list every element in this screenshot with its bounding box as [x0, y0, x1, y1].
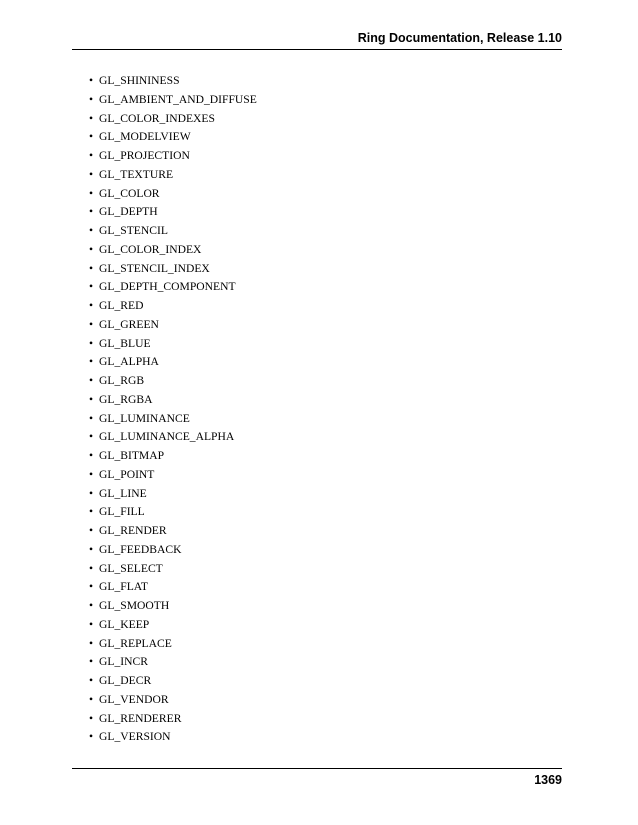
constant-name: GL_INCR	[99, 655, 148, 669]
constant-name: GL_DECR	[99, 674, 152, 687]
bullet-icon: •	[89, 92, 94, 106]
constant-name: GL_VERSION	[99, 730, 171, 744]
constant-name: GL_LUMINANCE	[99, 411, 190, 425]
constant-name: GL_PROJECTION	[99, 149, 190, 162]
bullet-icon: •	[89, 355, 94, 369]
bullet-icon: •	[89, 130, 94, 144]
bullet-icon: •	[89, 392, 94, 406]
bullet-icon: •	[89, 692, 94, 706]
bullet-icon: •	[89, 524, 94, 537]
list-item	[89, 72, 559, 91]
bullet-icon: •	[89, 561, 94, 575]
constant-name: GL_POINT	[99, 467, 155, 481]
constant-name: GL_REPLACE	[99, 636, 172, 650]
bullet-icon: •	[89, 261, 94, 275]
list-item	[89, 185, 559, 204]
bullet-icon: •	[89, 74, 94, 87]
bullet-icon: •	[89, 317, 94, 331]
constant-name: GL_RENDERER	[99, 711, 182, 725]
list-item	[89, 728, 559, 747]
list-item	[89, 447, 559, 466]
constant-name: GL_FLAT	[99, 580, 148, 594]
bullet-icon: •	[89, 617, 94, 631]
list-item	[89, 166, 559, 185]
list-item	[89, 635, 559, 654]
list-item	[89, 91, 559, 110]
list-item	[89, 278, 559, 297]
bullet-icon: •	[89, 655, 94, 669]
bullet-icon: •	[89, 336, 94, 350]
list-item	[89, 128, 559, 147]
constant-name: GL_DEPTH_COMPONENT	[99, 280, 236, 294]
bullet-icon: •	[89, 280, 94, 294]
bullet-icon: •	[89, 674, 94, 687]
constant-name: GL_RGBA	[99, 392, 153, 406]
constant-name: GL_ALPHA	[99, 355, 159, 369]
bullet-icon: •	[89, 167, 94, 181]
list-item	[89, 466, 559, 485]
bullet-icon: •	[89, 542, 94, 556]
list-item	[89, 203, 559, 222]
bullet-icon: •	[89, 711, 94, 725]
list-item	[89, 147, 559, 166]
constant-name: GL_DEPTH	[99, 205, 158, 219]
list-item	[89, 672, 559, 691]
bullet-icon: •	[89, 299, 94, 312]
constant-list	[89, 72, 559, 747]
list-item	[89, 597, 559, 616]
constant-name: GL_RENDER	[99, 524, 167, 537]
constant-name: GL_COLOR_INDEXES	[99, 111, 215, 125]
constant-name: GL_COLOR	[99, 186, 160, 200]
page-number: 1369	[534, 773, 562, 787]
list-item	[89, 691, 559, 710]
bullet-icon: •	[89, 242, 94, 256]
constant-name: GL_RED	[99, 299, 144, 312]
list-item	[89, 578, 559, 597]
constant-name: GL_GREEN	[99, 317, 159, 331]
constant-name: GL_FEEDBACK	[99, 542, 182, 556]
constant-name: GL_LINE	[99, 486, 147, 500]
bullet-icon: •	[89, 467, 94, 481]
constant-name: GL_SMOOTH	[99, 599, 170, 612]
document-title: Ring Documentation, Release 1.10	[357, 31, 562, 45]
constant-name: GL_FILL	[99, 505, 145, 519]
list-item	[89, 335, 559, 354]
bullet-icon: •	[89, 205, 94, 219]
constant-name: GL_VENDOR	[99, 692, 169, 706]
constant-name: GL_BLUE	[99, 336, 151, 350]
list-item	[89, 316, 559, 335]
constant-name: GL_AMBIENT_AND_DIFFUSE	[99, 92, 257, 106]
list-item	[89, 541, 559, 560]
bullet-icon: •	[89, 411, 94, 425]
constant-name: GL_LUMINANCE_ALPHA	[99, 430, 235, 444]
list-item	[89, 485, 559, 504]
list-item	[89, 391, 559, 410]
constant-name: GL_SHININESS	[99, 74, 180, 87]
list-item	[89, 260, 559, 279]
bullet-icon: •	[89, 505, 94, 519]
constant-name: GL_RGB	[99, 374, 145, 387]
constant-name: GL_KEEP	[99, 617, 150, 631]
constant-name: GL_BITMAP	[99, 449, 165, 462]
bullet-icon: •	[89, 224, 94, 237]
bullet-icon: •	[89, 580, 94, 594]
list-item	[89, 353, 559, 372]
constant-name: GL_MODELVIEW	[99, 130, 191, 144]
list-item	[89, 241, 559, 260]
list-item	[89, 410, 559, 429]
list-item	[89, 560, 559, 579]
running-header	[72, 29, 562, 50]
bullet-icon: •	[89, 730, 94, 744]
footer-rule	[72, 768, 562, 769]
bullet-icon: •	[89, 449, 94, 462]
constant-name: GL_STENCIL	[99, 224, 168, 237]
bullet-icon: •	[89, 111, 94, 125]
constant-name: GL_COLOR_INDEX	[99, 242, 202, 256]
constant-name: GL_SELECT	[99, 561, 163, 575]
list-item	[89, 616, 559, 635]
list-item	[89, 653, 559, 672]
bullet-icon: •	[89, 186, 94, 200]
bullet-icon: •	[89, 430, 94, 444]
constant-name: GL_TEXTURE	[99, 167, 174, 181]
bullet-icon: •	[89, 599, 94, 612]
bullet-icon: •	[89, 486, 94, 500]
list-item	[89, 222, 559, 241]
list-item	[89, 428, 559, 447]
list-item	[89, 110, 559, 129]
bullet-icon: •	[89, 374, 94, 387]
list-item	[89, 710, 559, 729]
list-item	[89, 503, 559, 522]
list-item	[89, 372, 559, 391]
list-item	[89, 522, 559, 541]
list-item	[89, 297, 559, 316]
bullet-icon: •	[89, 149, 94, 162]
bullet-icon: •	[89, 636, 94, 650]
constant-name: GL_STENCIL_INDEX	[99, 261, 210, 275]
